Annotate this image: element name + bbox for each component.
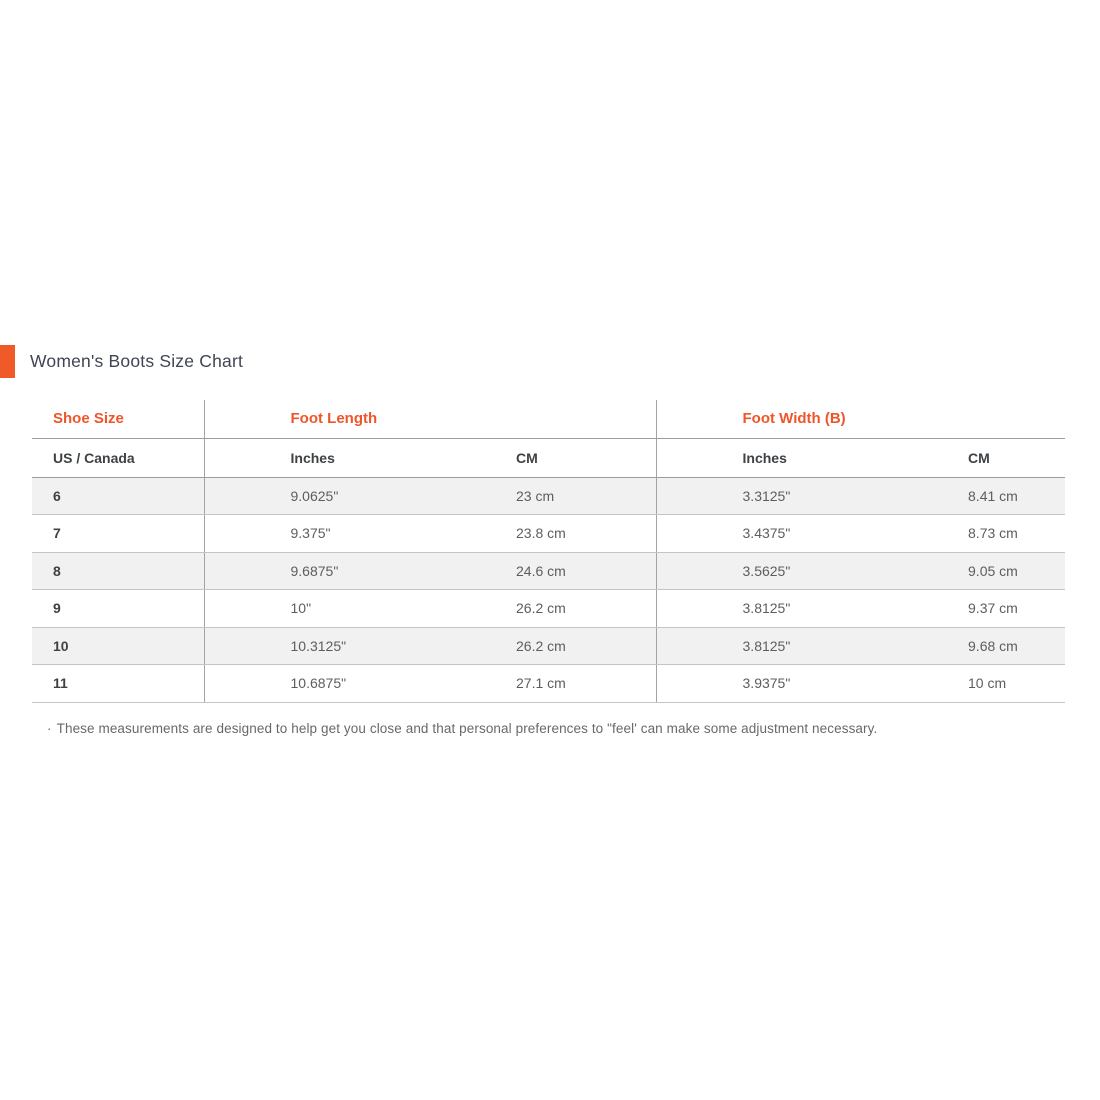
cell-foot-width-inches: 3.5625" [656, 552, 882, 590]
cell-foot-length-inches: 9.375" [204, 515, 430, 553]
cell-foot-width-inches: 3.8125" [656, 627, 882, 665]
cell-foot-length-cm: 23 cm [430, 477, 656, 515]
sub-header-length-inches: Inches [204, 438, 430, 477]
cell-foot-length-inches: 9.6875" [204, 552, 430, 590]
cell-foot-width-inches: 3.8125" [656, 590, 882, 628]
table-row [32, 627, 1065, 665]
footnote [47, 721, 877, 736]
cell-foot-length-inches: 9.0625" [204, 477, 430, 515]
cell-foot-width-cm: 9.68 cm [882, 627, 1065, 665]
cell-foot-length-cm: 24.6 cm [430, 552, 656, 590]
cell-foot-length-inches: 10.3125" [204, 627, 430, 665]
title-accent-bar [0, 345, 15, 378]
cell-foot-width-cm: 9.37 cm [882, 590, 1065, 628]
cell-shoe-size: 7 [32, 515, 204, 553]
sub-header-width-inches: Inches [656, 438, 882, 477]
cell-foot-width-cm: 9.05 cm [882, 552, 1065, 590]
column-header-foot-length: Foot Length [204, 400, 656, 438]
cell-foot-width-cm: 10 cm [882, 665, 1065, 703]
cell-foot-length-inches: 10" [204, 590, 430, 628]
cell-foot-length-cm: 26.2 cm [430, 590, 656, 628]
footnote-text: These measurements are designed to help get you close and that personal preferences to "feel' can make some adjustment necessary. [56, 721, 878, 736]
cell-foot-width-inches: 3.3125" [656, 477, 882, 515]
table-row [32, 477, 1065, 515]
page-title: Women's Boots Size Chart [30, 351, 244, 371]
cell-foot-length-inches: 10.6875" [204, 665, 430, 703]
cell-foot-width-inches: 3.9375" [656, 665, 882, 703]
column-header-shoe-size: Shoe Size [32, 400, 204, 438]
table-row [32, 590, 1065, 628]
group-header-row [32, 400, 1065, 438]
column-header-foot-width: Foot Width (B) [656, 400, 1065, 438]
sub-header-width-cm: CM [882, 438, 1065, 477]
cell-foot-width-inches: 3.4375" [656, 515, 882, 553]
table-row [32, 552, 1065, 590]
bullet-icon: · [47, 721, 52, 736]
size-chart-table [32, 400, 1065, 703]
cell-foot-length-cm: 23.8 cm [430, 515, 656, 553]
cell-shoe-size: 9 [32, 590, 204, 628]
cell-shoe-size: 6 [32, 477, 204, 515]
table-row [32, 515, 1065, 553]
sub-header-row [32, 438, 1065, 477]
cell-shoe-size: 11 [32, 665, 204, 703]
cell-foot-length-cm: 27.1 cm [430, 665, 656, 703]
cell-foot-width-cm: 8.73 cm [882, 515, 1065, 553]
cell-foot-width-cm: 8.41 cm [882, 477, 1065, 515]
title-block [0, 345, 243, 378]
cell-shoe-size: 10 [32, 627, 204, 665]
sub-header-length-cm: CM [430, 438, 656, 477]
table-row [32, 665, 1065, 703]
cell-shoe-size: 8 [32, 552, 204, 590]
sub-header-us-canada: US / Canada [32, 438, 204, 477]
cell-foot-length-cm: 26.2 cm [430, 627, 656, 665]
